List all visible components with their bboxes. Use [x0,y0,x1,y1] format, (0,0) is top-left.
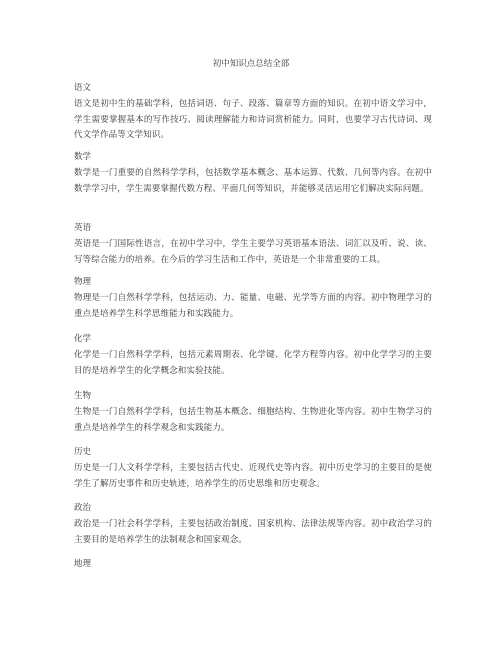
section-body-chinese: 语文是初中生的基础学科，包括词语、句子、段落、篇章等方面的知识。在初中语文学习中，学生需要掌握基本的写作技巧、阅读理解能力和诗词赏析能力。同时，也要学习古代诗词、现代文学作品等文学知识。 [74,99,432,141]
section-body-politics: 政治是一门社会科学学科，主要包括政治制度、国家机构、法律法规等内容。初中政治学习的主要目的是培养学生的法制观念和国家观念。 [74,519,432,545]
section-heading-math: 数学 [74,152,92,162]
section-body-physics: 物理是一门自然科学学科，包括运动、力、能量、电磁、光学等方面的内容。初中物理学习的重点是培养学生科学思维能力和实践能力。 [74,293,432,319]
section-body-biology: 生物是一门自然科学学科，包括生物基本概念、细胞结构、生物进化等内容。初中生物学习的重点是培养学生的科学观念和实践能力。 [74,407,432,433]
section-heading-chinese: 语文 [74,83,92,93]
section-body-chemistry: 化学是一门自然科学学科，包括元素周期表、化学键、化学方程等内容。初中化学学习的主要目的是培养学生的化学概念和实验技能。 [74,350,432,376]
section-heading-english: 英语 [74,223,92,233]
section-body-english: 英语是一门国际性语言，在初中学习中，学生主要学习英语基本语法、词汇以及听、说、读、写等综合能力的培养。在今后的学习生活和工作中，英语是一个非常重要的工具。 [74,239,432,265]
document-title: 初中知识点总结全部 [212,59,290,69]
section-heading-physics: 物理 [74,277,92,287]
section-body-history: 历史是一门人文科学学科，主要包括古代史、近现代史等内容。初中历史学习的主要目的是使学生了解历史事件和历史轨迹，培养学生的历史思维和历史观念。 [74,463,432,489]
section-heading-politics: 政治 [74,503,92,513]
section-heading-geography: 地理 [74,559,92,569]
section-body-math: 数学是一门重要的自然科学学科，包括数学基本概念、基本运算、代数、几何等内容。在初中数学学习中，学生需要掌握代数方程、平面几何等知识，并能够灵活运用它们解决实际问题。 [74,168,432,194]
section-heading-chemistry: 化学 [74,334,92,344]
section-heading-biology: 生物 [74,391,92,401]
section-heading-history: 历史 [74,447,92,457]
